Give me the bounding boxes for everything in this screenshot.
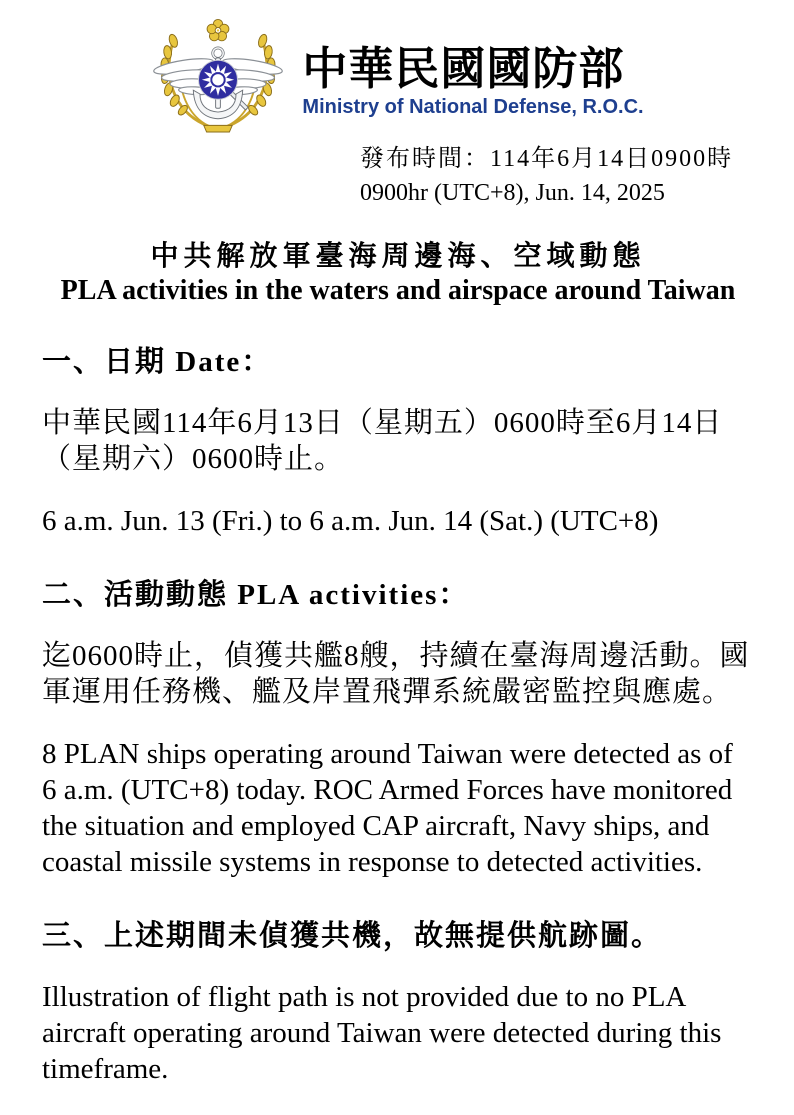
section-date-paragraph-zh: 中華民國114年6月13日（星期五）0600時至6月14日（星期六）0600時止。 — [42, 407, 723, 476]
section-activities — [42, 572, 754, 881]
section-no-flight-path — [42, 913, 754, 1088]
section-date-heading: 一、日期 Date： — [42, 346, 273, 379]
document-title — [42, 240, 754, 307]
mnd-roc-emblem-icon — [142, 16, 294, 135]
section-activities-paragraph-en: 8 PLAN ships operating around Taiwan were detected as of 6 a.m. (UTC+8) today. ROC Armed Forces have monitored the situation and employed CAP aircraft, Navy ships, and coastal missile systems in response to detected activities. — [42, 738, 733, 878]
section-no-flight-path-paragraph-en: Illustration of flight path is not provided due to no PLA aircraft operating around Taiwan were detected during this timeframe. — [42, 980, 722, 1085]
mnd-header — [32, 16, 754, 135]
document-title-zh: 中共解放軍臺海周邊海、空域動態 — [150, 241, 646, 273]
release-time-zh: 發布時間：114年6月14日0900時 — [360, 146, 734, 172]
document-title-en: PLA activities in the waters and airspace around Taiwan — [60, 274, 736, 306]
sun-disc — [199, 60, 238, 99]
release-time-block — [360, 143, 754, 210]
plum-blossom — [207, 19, 229, 40]
section-date-paragraph-en: 6 a.m. Jun. 13 (Fri.) to 6 a.m. Jun. 14 (Sat.) (UTC+8) — [42, 505, 659, 538]
section-no-flight-path-heading: 三、上述期間未偵獲共機，故無提供航跡圖。 — [42, 919, 663, 952]
section-activities-paragraph-zh: 迄0600時止，偵獲共艦8艘，持續在臺海周邊活動。國軍運用任務機、艦及岸置飛彈系統嚴密監控與應處。 — [42, 640, 750, 709]
org-name-en: Ministry of National Defense, R.O.C. — [302, 96, 644, 119]
release-time-en: 0900hr (UTC+8), Jun. 14, 2025 — [360, 179, 665, 206]
section-date — [42, 339, 754, 540]
org-name-block — [302, 43, 644, 119]
section-activities-heading: 二、活動動態 PLA activities： — [42, 579, 470, 612]
org-name-zh: 中華民國國防部 — [302, 43, 625, 94]
